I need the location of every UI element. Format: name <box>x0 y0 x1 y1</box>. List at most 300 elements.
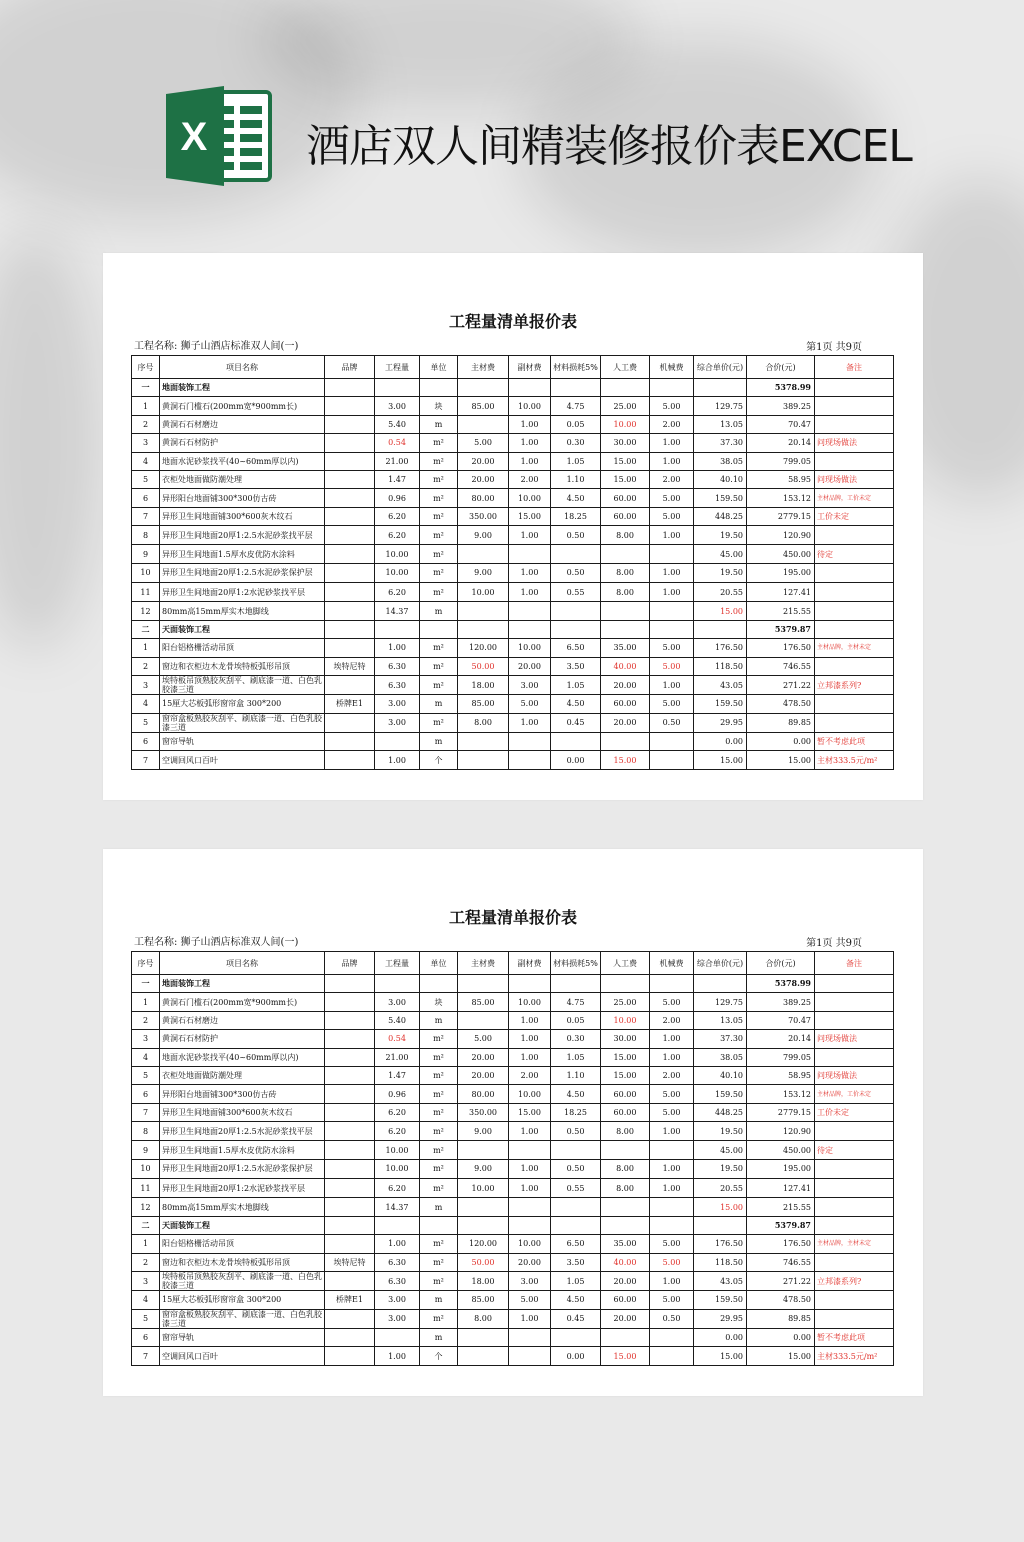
table-row <box>132 1103 894 1121</box>
cell-unit: 块 <box>420 397 458 415</box>
cell-quantity: 0.96 <box>375 1085 420 1103</box>
cell-seq: 4 <box>132 1048 160 1066</box>
cell-aux-material <box>509 1216 551 1234</box>
cell-item-name: 天面装饰工程 <box>160 1216 325 1234</box>
cell-main-material: 20.00 <box>458 1048 509 1066</box>
table-row <box>132 563 894 582</box>
cell-aux-material: 3.00 <box>509 1271 551 1290</box>
cell-seq: 7 <box>132 507 160 525</box>
cell-total: 271.22 <box>747 675 815 694</box>
project-name: 工程名称: 狮子山酒店标准双人间(一) <box>134 341 299 352</box>
cell-quantity <box>375 1216 420 1234</box>
cell-material-loss: 0.50 <box>551 526 601 545</box>
cell-quantity: 1.47 <box>375 1066 420 1084</box>
cell-seq: 12 <box>132 1198 160 1216</box>
cell-brand <box>325 1048 375 1066</box>
cell-unit: m² <box>420 1048 458 1066</box>
cell-brand <box>325 993 375 1011</box>
cell-unit-price: 13.05 <box>694 415 747 433</box>
header-material-loss: 材料损耗5% <box>551 356 601 379</box>
cell-aux-material: 1.00 <box>509 1122 551 1141</box>
cell-material-loss: 6.50 <box>551 1235 601 1253</box>
cell-item-name: 异形卫生间地面20厚1:2.5水泥砂浆保护层 <box>160 563 325 582</box>
cell-material-loss <box>551 732 601 750</box>
cell-material-loss <box>551 975 601 993</box>
cell-seq: 4 <box>132 452 160 470</box>
section-row <box>132 620 894 638</box>
cell-labor: 60.00 <box>601 695 650 713</box>
cell-item-name: 阳台铝格栅活动吊顶 <box>160 1235 325 1253</box>
cell-aux-material <box>509 620 551 638</box>
cell-unit: m <box>420 1328 458 1346</box>
cell-material-loss <box>551 1216 601 1234</box>
cell-total: 195.00 <box>747 563 815 582</box>
cell-item-name: 异形卫生间地面铺300*600灰木纹石 <box>160 1103 325 1121</box>
cell-quantity: 10.00 <box>375 1141 420 1159</box>
cell-main-material <box>458 415 509 433</box>
table-row <box>132 1011 894 1029</box>
cell-total: 799.05 <box>747 452 815 470</box>
cell-remark <box>815 1159 894 1178</box>
cell-machinery: 1.00 <box>650 1048 694 1066</box>
cell-unit-price: 159.50 <box>694 695 747 713</box>
cell-main-material: 350.00 <box>458 1103 509 1121</box>
cell-remark <box>815 397 894 415</box>
cell-aux-material: 1.00 <box>509 1309 551 1328</box>
cell-quantity <box>375 379 420 397</box>
cell-labor: 8.00 <box>601 583 650 602</box>
cell-total: 450.00 <box>747 1141 815 1159</box>
project-name: 工程名称: 狮子山酒店标准双人间(一) <box>134 937 299 948</box>
cell-material-loss: 18.25 <box>551 1103 601 1121</box>
cell-material-loss: 0.50 <box>551 1159 601 1178</box>
header-machinery: 机械费 <box>650 356 694 379</box>
cell-main-material: 120.00 <box>458 1235 509 1253</box>
cell-aux-material <box>509 1347 551 1365</box>
cell-item-name: 异形卫生间地面1.5厚水皮优防水涂料 <box>160 1141 325 1159</box>
cell-material-loss <box>551 602 601 620</box>
cell-unit: m² <box>420 507 458 525</box>
cell-unit: m² <box>420 1235 458 1253</box>
cell-item-name: 黄洞石门槛石(200mm宽*900mm长) <box>160 397 325 415</box>
cell-main-material <box>458 379 509 397</box>
cell-machinery <box>650 1141 694 1159</box>
cell-seq: 5 <box>132 1066 160 1084</box>
cell-total: 20.14 <box>747 434 815 452</box>
cell-unit-price: 0.00 <box>694 1328 747 1346</box>
cell-quantity: 6.20 <box>375 1122 420 1141</box>
cell-unit-price: 15.00 <box>694 602 747 620</box>
table-row <box>132 1235 894 1253</box>
cell-unit-price: 29.95 <box>694 1309 747 1328</box>
cell-unit: m² <box>420 545 458 563</box>
table-row <box>132 657 894 675</box>
cell-material-loss: 1.05 <box>551 452 601 470</box>
cell-seq: 一 <box>132 975 160 993</box>
cell-main-material <box>458 545 509 563</box>
cell-labor: 20.00 <box>601 713 650 732</box>
table-row <box>132 732 894 750</box>
section-row <box>132 975 894 993</box>
cell-total: 89.85 <box>747 713 815 732</box>
table-row <box>132 489 894 507</box>
cell-unit: m² <box>420 434 458 452</box>
cell-unit: m² <box>420 1159 458 1178</box>
table-row <box>132 1122 894 1141</box>
cell-quantity: 6.20 <box>375 1179 420 1198</box>
table-row <box>132 1159 894 1178</box>
cell-item-name: 黄洞石石材防护 <box>160 434 325 452</box>
cell-brand: 桥牌E1 <box>325 1291 375 1309</box>
cell-brand: 埃特尼特 <box>325 657 375 675</box>
cell-quantity: 6.30 <box>375 675 420 694</box>
cell-seq: 11 <box>132 583 160 602</box>
cell-total: 2779.15 <box>747 507 815 525</box>
cell-main-material <box>458 1011 509 1029</box>
cell-unit <box>420 620 458 638</box>
cell-unit-price <box>694 620 747 638</box>
cell-aux-material <box>509 732 551 750</box>
cell-main-material: 5.00 <box>458 1030 509 1048</box>
page-title: 酒店双人间精装修报价表EXCEL <box>306 121 912 172</box>
cell-unit-price <box>694 379 747 397</box>
cell-main-material: 120.00 <box>458 639 509 657</box>
cell-machinery <box>650 751 694 769</box>
cell-quantity <box>375 620 420 638</box>
cell-labor: 40.00 <box>601 657 650 675</box>
cell-quantity: 5.40 <box>375 415 420 433</box>
cell-unit-price: 43.05 <box>694 1271 747 1290</box>
cell-machinery: 0.50 <box>650 1309 694 1328</box>
cell-machinery: 1.00 <box>650 1030 694 1048</box>
cell-material-loss: 0.30 <box>551 1030 601 1048</box>
header-labor: 人工费 <box>601 356 650 379</box>
cell-brand <box>325 639 375 657</box>
cell-aux-material: 20.00 <box>509 1253 551 1271</box>
cell-brand <box>325 1103 375 1121</box>
cell-unit-price: 118.50 <box>694 657 747 675</box>
cell-item-name: 异形卫生间地面1.5厚水皮优防水涂料 <box>160 545 325 563</box>
table-row <box>132 452 894 470</box>
cell-brand <box>325 1159 375 1178</box>
cell-material-loss: 0.55 <box>551 583 601 602</box>
cell-seq: 7 <box>132 751 160 769</box>
header-brand: 品牌 <box>325 952 375 975</box>
cell-aux-material: 1.00 <box>509 1011 551 1029</box>
cell-unit-price: 19.50 <box>694 526 747 545</box>
cell-labor: 15.00 <box>601 751 650 769</box>
cell-machinery <box>650 1216 694 1234</box>
cell-total: 70.47 <box>747 1011 815 1029</box>
cell-labor: 60.00 <box>601 1085 650 1103</box>
cell-quantity: 6.20 <box>375 507 420 525</box>
cell-item-name: 窗边和衣柜边木龙骨埃特板弧形吊顶 <box>160 1253 325 1271</box>
cell-aux-material: 15.00 <box>509 507 551 525</box>
cell-unit: 个 <box>420 1347 458 1365</box>
cell-remark <box>815 1122 894 1141</box>
cell-aux-material: 2.00 <box>509 1066 551 1084</box>
cell-item-name: 空调回风口百叶 <box>160 751 325 769</box>
cell-remark: 主材333.5元/m² <box>815 1347 894 1365</box>
cell-remark <box>815 657 894 675</box>
cell-unit-price: 176.50 <box>694 1235 747 1253</box>
table-row <box>132 675 894 694</box>
cell-brand <box>325 620 375 638</box>
cell-remark: 立邦漆系列? <box>815 675 894 694</box>
cell-labor: 35.00 <box>601 639 650 657</box>
cell-aux-material <box>509 379 551 397</box>
cell-item-name: 埃特板吊顶熟胶灰刮平、刷底漆一道、白色乳胶漆三道 <box>160 1271 325 1290</box>
header-unit: 单位 <box>420 356 458 379</box>
table-header-row <box>132 356 894 379</box>
cell-brand: 埃特尼特 <box>325 1253 375 1271</box>
cell-main-material: 85.00 <box>458 397 509 415</box>
cell-main-material: 80.00 <box>458 489 509 507</box>
page-info: 第1页 共9页 <box>806 342 862 353</box>
cell-item-name: 15厘大芯板弧形窗帘盒 300*200 <box>160 695 325 713</box>
cell-unit: m <box>420 732 458 750</box>
cell-machinery <box>650 1347 694 1365</box>
cell-aux-material: 10.00 <box>509 639 551 657</box>
cell-machinery: 5.00 <box>650 1291 694 1309</box>
cell-unit: m <box>420 1011 458 1029</box>
cell-brand <box>325 489 375 507</box>
quote-sheet <box>103 849 923 1396</box>
cell-total: 215.55 <box>747 602 815 620</box>
cell-unit-price: 176.50 <box>694 639 747 657</box>
table-header-row <box>132 952 894 975</box>
cell-unit-price: 13.05 <box>694 1011 747 1029</box>
cell-unit-price: 129.75 <box>694 397 747 415</box>
cell-total: 5378.99 <box>747 975 815 993</box>
cell-machinery <box>650 975 694 993</box>
cell-labor: 40.00 <box>601 1253 650 1271</box>
cell-item-name: 异形阳台地面铺300*300仿古砖 <box>160 1085 325 1103</box>
cell-total: 20.14 <box>747 1030 815 1048</box>
cell-unit: 个 <box>420 751 458 769</box>
cell-remark <box>815 526 894 545</box>
cell-unit: 块 <box>420 993 458 1011</box>
cell-machinery: 0.50 <box>650 713 694 732</box>
cell-material-loss: 0.50 <box>551 563 601 582</box>
cell-machinery: 5.00 <box>650 507 694 525</box>
cell-unit: m² <box>420 1271 458 1290</box>
cell-total: 127.41 <box>747 1179 815 1198</box>
cell-quantity: 1.47 <box>375 470 420 488</box>
cell-item-name: 15厘大芯板弧形窗帘盒 300*200 <box>160 1291 325 1309</box>
cell-remark: 工价未定 <box>815 1103 894 1121</box>
cell-labor <box>601 975 650 993</box>
cell-remark: 待定 <box>815 1141 894 1159</box>
header-aux-material: 副材费 <box>509 356 551 379</box>
cell-seq: 2 <box>132 1253 160 1271</box>
cell-unit-price: 29.95 <box>694 713 747 732</box>
cell-machinery: 1.00 <box>650 563 694 582</box>
cell-quantity: 5.40 <box>375 1011 420 1029</box>
cell-brand <box>325 397 375 415</box>
cell-brand <box>325 507 375 525</box>
cell-brand <box>325 1198 375 1216</box>
cell-main-material <box>458 751 509 769</box>
cell-aux-material: 1.00 <box>509 452 551 470</box>
cell-unit-price: 45.00 <box>694 545 747 563</box>
cell-brand <box>325 583 375 602</box>
cell-remark <box>815 1253 894 1271</box>
table-row <box>132 583 894 602</box>
cell-main-material: 350.00 <box>458 507 509 525</box>
cell-remark <box>815 1179 894 1198</box>
cell-machinery: 5.00 <box>650 993 694 1011</box>
cell-unit: m <box>420 695 458 713</box>
header-machinery: 机械费 <box>650 952 694 975</box>
cell-unit-price: 20.55 <box>694 583 747 602</box>
cell-labor: 8.00 <box>601 526 650 545</box>
cell-total: 746.55 <box>747 1253 815 1271</box>
header-seq: 序号 <box>132 952 160 975</box>
cell-unit: m² <box>420 563 458 582</box>
cell-unit: m² <box>420 1179 458 1198</box>
cell-labor: 8.00 <box>601 563 650 582</box>
table-row <box>132 695 894 713</box>
cell-total: 450.00 <box>747 545 815 563</box>
cell-machinery: 2.00 <box>650 415 694 433</box>
cell-unit: m² <box>420 489 458 507</box>
cell-unit-price: 37.30 <box>694 1030 747 1048</box>
cell-seq: 4 <box>132 1291 160 1309</box>
cell-item-name: 异形卫生间地面20厚1:2.5水泥砂浆找平层 <box>160 1122 325 1141</box>
cell-seq: 6 <box>132 732 160 750</box>
table-row <box>132 434 894 452</box>
cell-unit: m² <box>420 1030 458 1048</box>
table-row <box>132 415 894 433</box>
cell-material-loss <box>551 1141 601 1159</box>
cell-unit-price: 40.10 <box>694 470 747 488</box>
cell-machinery: 5.00 <box>650 1253 694 1271</box>
cell-quantity: 3.00 <box>375 1291 420 1309</box>
cell-unit-price: 448.25 <box>694 1103 747 1121</box>
header-seq: 序号 <box>132 356 160 379</box>
cell-material-loss: 4.75 <box>551 993 601 1011</box>
cell-item-name: 窗帘盒板熟胶灰刮平、刷底漆一道、白色乳胶漆三道 <box>160 1309 325 1328</box>
table-row <box>132 397 894 415</box>
cell-material-loss: 0.45 <box>551 1309 601 1328</box>
cell-unit-price: 15.00 <box>694 1198 747 1216</box>
cell-total: 195.00 <box>747 1159 815 1178</box>
cell-total: 120.90 <box>747 526 815 545</box>
cell-material-loss: 6.50 <box>551 639 601 657</box>
cell-unit-price: 19.50 <box>694 1159 747 1178</box>
cell-seq: 9 <box>132 1141 160 1159</box>
cell-aux-material: 1.00 <box>509 563 551 582</box>
cell-brand <box>325 434 375 452</box>
cell-material-loss: 3.50 <box>551 657 601 675</box>
cell-item-name: 窗帘盒板熟胶灰刮平、刷底漆一道、白色乳胶漆三道 <box>160 713 325 732</box>
cell-unit: m <box>420 1291 458 1309</box>
cell-main-material: 85.00 <box>458 993 509 1011</box>
cell-brand <box>325 1122 375 1141</box>
cell-unit-price: 448.25 <box>694 507 747 525</box>
cell-quantity: 10.00 <box>375 545 420 563</box>
header-labor: 人工费 <box>601 952 650 975</box>
cell-machinery: 1.00 <box>650 526 694 545</box>
cell-brand <box>325 713 375 732</box>
cell-main-material: 9.00 <box>458 563 509 582</box>
cell-machinery: 1.00 <box>650 452 694 470</box>
cell-remark <box>815 713 894 732</box>
cell-item-name: 异形卫生间地面20厚1:2.5水泥砂浆保护层 <box>160 1159 325 1178</box>
header-item-name: 项目名称 <box>160 356 325 379</box>
cell-unit-price <box>694 1216 747 1234</box>
cell-unit-price: 19.50 <box>694 1122 747 1141</box>
cell-total: 389.25 <box>747 993 815 1011</box>
cell-machinery: 1.00 <box>650 1159 694 1178</box>
cell-main-material: 8.00 <box>458 1309 509 1328</box>
cell-material-loss: 0.45 <box>551 713 601 732</box>
cell-unit: m² <box>420 1122 458 1141</box>
cell-brand <box>325 732 375 750</box>
cell-remark: 待定 <box>815 545 894 563</box>
cell-machinery <box>650 1198 694 1216</box>
cell-remark <box>815 695 894 713</box>
cell-item-name: 异形卫生间地面20厚1:2水泥砂浆找平层 <box>160 583 325 602</box>
cell-brand <box>325 563 375 582</box>
cell-total: 746.55 <box>747 657 815 675</box>
cell-material-loss: 1.10 <box>551 1066 601 1084</box>
table-row <box>132 639 894 657</box>
cell-material-loss <box>551 379 601 397</box>
cell-aux-material <box>509 602 551 620</box>
cell-item-name: 异形卫生间地面20厚1:2.5水泥砂浆找平层 <box>160 526 325 545</box>
cell-main-material <box>458 732 509 750</box>
cell-unit: m² <box>420 526 458 545</box>
cell-machinery <box>650 732 694 750</box>
cell-machinery: 5.00 <box>650 1103 694 1121</box>
cell-brand <box>325 526 375 545</box>
header-item-name: 项目名称 <box>160 952 325 975</box>
cell-labor: 20.00 <box>601 1271 650 1290</box>
cell-quantity <box>375 1328 420 1346</box>
cell-remark: 主材品牌，主材未定 <box>815 1235 894 1253</box>
cell-seq: 2 <box>132 1011 160 1029</box>
cell-labor <box>601 620 650 638</box>
cell-machinery <box>650 620 694 638</box>
cell-remark: 问现场做法 <box>815 1030 894 1048</box>
cell-main-material <box>458 602 509 620</box>
cell-labor <box>601 545 650 563</box>
cell-main-material: 80.00 <box>458 1085 509 1103</box>
cell-unit: m² <box>420 639 458 657</box>
cell-seq: 9 <box>132 545 160 563</box>
cell-quantity: 6.30 <box>375 1271 420 1290</box>
cell-material-loss: 4.50 <box>551 695 601 713</box>
cell-unit-price: 43.05 <box>694 675 747 694</box>
cell-main-material <box>458 1347 509 1365</box>
cell-main-material: 8.00 <box>458 713 509 732</box>
cell-brand: 桥牌E1 <box>325 695 375 713</box>
cell-machinery <box>650 602 694 620</box>
table-row <box>132 1253 894 1271</box>
cell-labor <box>601 602 650 620</box>
table-row <box>132 713 894 732</box>
header-quantity: 工程量 <box>375 952 420 975</box>
cell-brand <box>325 1216 375 1234</box>
cell-seq: 1 <box>132 993 160 1011</box>
cell-remark <box>815 1216 894 1234</box>
cell-labor <box>601 379 650 397</box>
cell-aux-material: 1.00 <box>509 1048 551 1066</box>
cell-unit-price: 118.50 <box>694 1253 747 1271</box>
quote-sheet <box>103 253 923 800</box>
